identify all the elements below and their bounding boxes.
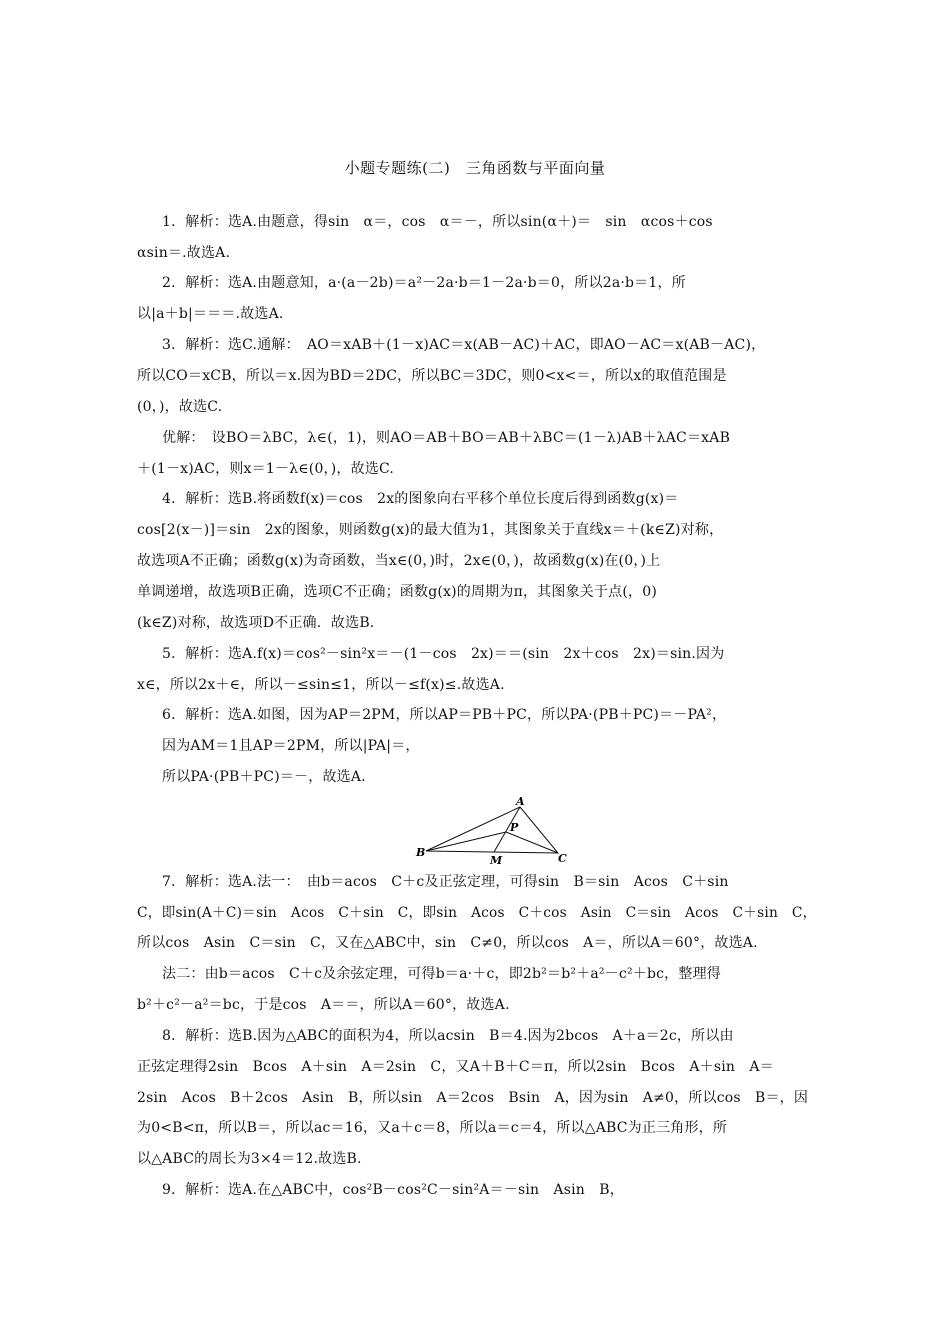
text-line: 8．解析：选B.因为△ABC的面积为4，所以acsin B＝4.因为2bcos A＋a＝2c，所以由: [162, 1028, 734, 1044]
label-c: C: [558, 852, 567, 865]
segment-bp: [426, 832, 506, 851]
segment-pc: [506, 832, 558, 853]
text-line: 所以CO＝xCB，所以＝x.因为BD＝2DC，所以BC＝3DC，则0<x<＝，所以x的取值范围是: [137, 368, 727, 384]
text-line: 1．解析：选A.由题意，得sin α＝，cos α＝－，所以sin(α＋)＝ sin αcos＋cos: [162, 214, 713, 230]
text-line: 4．解析：选B.将函数f(x)＝cos 2x的图象向右平移个单位长度后得到函数g(x)＝: [162, 491, 679, 507]
label-a: A: [516, 795, 525, 808]
text-line: 6．解析：选A.如图，因为AP＝2PM，所以AP＝PB＋PC，所以PA·(PB＋PC)＝－PA²，: [162, 707, 727, 723]
text-line: αsin＝.故选A.: [137, 245, 231, 261]
text-line: 所以PA·(PB＋PC)＝－，故选A.: [162, 769, 366, 785]
text-line: 故选项A不正确；函数g(x)为奇函数，当x∈(0，)时，2x∈(0，)，故函数g(x)在(0，)上: [137, 553, 661, 569]
text-line: x∈，所以2x＋∈，所以－≤sin≤1，所以－≤f(x)≤.故选A.: [137, 677, 505, 693]
text-line: cos[2(x－)]＝sin 2x的图象，则函数g(x)的最大值为1，其图象关于直线x＝＋(k∈Z)对称，: [137, 522, 724, 538]
label-p: P: [510, 821, 519, 834]
label-m: M: [490, 854, 503, 867]
text-line: ＋(1－x)AC，则x＝1－λ∈(0，)，故选C.: [137, 461, 395, 477]
text-line: 以|a＋b|＝＝＝.故选A.: [137, 306, 284, 322]
text-line: C，即sin(A＋C)＝sin Acos C＋sin C，即sin Acos C＋cos Asin C＝sin Acos C＋sin C，: [137, 905, 817, 921]
label-b: B: [416, 846, 426, 859]
text-line: 7．解析：选A.法一： 由b＝acos C＋c及正弦定理，可得sin B＝sin Acos C＋sin: [162, 874, 729, 890]
text-line: 法二：由b＝acos C＋c及余弦定理，可得b＝a·＋c，即2b²＝b²＋a²－c²＋bc，整理得: [162, 966, 721, 982]
text-line: 正弦定理得2sin Bcos A＋sin A＝2sin C，又A＋B＋C＝π，所以2sin Bcos A＋sin A＝: [137, 1059, 774, 1075]
text-line: 以△ABC的周长为3×4＝12.故选B.: [137, 1151, 362, 1167]
text-line: 所以cos Asin C＝sin C，又在△ABC中，sin C≠0，所以cos A＝，所以A＝60°，故选A.: [137, 935, 758, 951]
text-line: (k∈Z)对称，故选项D不正确．故选B.: [137, 615, 375, 631]
text-line: 2．解析：选A.由题意知，a·(a－2b)＝a²－2a·b＝1－2a·b＝0，所以2a·b＝1，所: [162, 275, 686, 291]
triangle-figure: [414, 795, 574, 867]
text-line: 为0<B<π，所以B＝，所以ac＝16，又a＋c＝8，所以a＝c＝4，所以△ABC为正三角形，所: [137, 1120, 728, 1136]
text-line: 5．解析：选A.f(x)＝cos²－sin²x＝－(1－cos 2x)＝＝(sin 2x＋cos 2x)＝sin.因为: [162, 646, 725, 662]
text-line: 2sin Acos B＋2cos Asin B，所以sin A＝2cos Bsin A，因为sin A≠0，所以cos B＝，因: [137, 1090, 809, 1106]
text-line: 优解： 设BO＝λBC，λ∈(，1)，则AO＝AB＋BO＝AB＋λBC＝(1－λ)AB＋λAC＝xAB: [162, 430, 731, 446]
text-line: 9．解析：选A.在△ABC中，cos²B－cos²C－sin²A＝－sin Asin B，: [162, 1182, 624, 1198]
text-line: 单调递增，故选项B正确，选项C不正确；函数g(x)的周期为π，其图象关于点(，0): [137, 584, 658, 600]
text-line: (0，)，故选C.: [137, 399, 223, 415]
text-line: 因为AM＝1且AP＝2PM，所以|PA|＝，: [162, 738, 420, 754]
text-line: b²＋c²－a²＝bc，于是cos A＝＝，所以A＝60°，故选A.: [137, 997, 510, 1013]
page-title: 小题专题练(二) 三角函数与平面向量: [344, 159, 606, 177]
text-line: 3．解析：选C.通解： AO＝xAB＋(1－x)AC＝x(AB－AC)＋AC，即AO－AC＝x(AB－AC)，: [162, 337, 766, 353]
